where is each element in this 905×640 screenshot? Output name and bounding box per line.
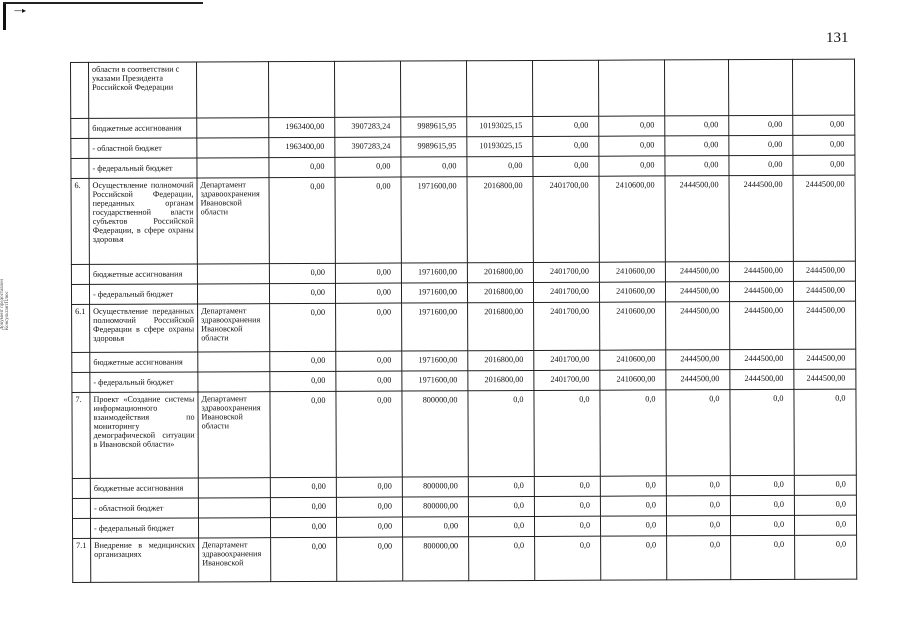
value-cell [598,60,664,116]
row-number [71,158,89,178]
value-cell: 0,0 [468,390,534,476]
value-cell: 0,00 [270,477,336,497]
row-description: Внедрение в медицинских организациях [91,538,199,582]
value-cell: 1963400,00 [269,137,335,157]
value-cell: 0,00 [533,116,599,136]
value-cell: 0,0 [534,390,600,476]
scan-top-edge [3,2,203,4]
row-number [72,372,90,392]
value-cell: 0,00 [729,115,793,135]
value-cell: 1971600,00 [401,283,467,303]
row-department: Департамент здравоохранения Ивановской [199,538,271,582]
value-cell: 2410600,00 [599,282,665,302]
value-cell: 0,00 [336,517,402,537]
value-cell: 0,00 [599,136,665,156]
value-cell: 2444500,00 [794,369,856,389]
value-cell: 0,0 [534,516,600,536]
value-cell: 2401700,00 [534,350,600,370]
value-cell: 2444500,00 [665,262,729,282]
value-cell: 0,0 [730,389,794,475]
value-cell: 0,00 [269,157,335,177]
value-cell: 0,0 [730,495,794,515]
value-cell: 0,0 [600,516,666,536]
value-cell: 0,0 [469,536,535,580]
value-cell: 0,0 [666,516,730,536]
value-cell: 0,0 [600,476,666,496]
value-cell: 10193025,15 [467,116,533,136]
table-row [72,301,856,352]
table-row [71,59,855,118]
value-cell: 0,0 [534,496,600,516]
value-cell: 2401700,00 [533,176,599,262]
row-description: - областной бюджет [89,138,197,158]
value-cell: 2444500,00 [793,175,855,261]
value-cell: 0,00 [729,135,793,155]
value-cell: 2444500,00 [665,176,729,262]
value-cell: 2444500,00 [666,302,730,350]
value-cell: 0,00 [270,391,336,477]
value-cell: 800000,00 [402,497,468,517]
value-cell: 2444500,00 [793,281,855,301]
row-description: Проект «Создание системы информационного взаимодействия по мониторингу демографической ситуации в Ивановской области» [90,392,198,478]
row-number: 7. [72,392,90,478]
value-cell: 0,0 [534,476,600,496]
value-cell: 2444500,00 [666,350,730,370]
value-cell: 0,00 [271,537,337,581]
value-cell: 2016800,00 [467,176,533,262]
value-cell: 0,0 [667,536,731,580]
table-row [72,389,856,478]
value-cell: 2410600,00 [600,370,666,390]
value-cell: 0,00 [270,497,336,517]
row-number [71,118,89,138]
value-cell: 2444500,00 [730,349,794,369]
value-cell: 2444500,00 [666,370,730,390]
value-cell: 0,00 [665,116,729,136]
value-cell: 2444500,00 [794,301,856,349]
value-cell: 3907283,24 [335,117,401,137]
value-cell: 0,0 [666,496,730,516]
value-cell: 0,00 [533,156,599,176]
value-cell: 0,0 [468,516,534,536]
value-cell: 10193025,15 [467,136,533,156]
value-cell: 0,0 [795,535,857,579]
row-department [197,158,269,178]
side-stamp: Документ предоставлен КонсультантПлюс [0,278,10,330]
value-cell: 2444500,00 [729,175,793,261]
row-department [198,498,270,518]
row-number [71,264,89,284]
value-cell: 2401700,00 [533,282,599,302]
value-cell: 2444500,00 [665,282,729,302]
value-cell: 1971600,00 [401,263,467,283]
value-cell: 0,0 [730,515,794,535]
value-cell: 0,0 [794,515,856,535]
value-cell: 0,00 [270,303,336,351]
value-cell: 0,00 [793,135,855,155]
value-cell: 0,0 [601,536,667,580]
value-cell: 800000,00 [403,537,469,581]
row-number [71,138,89,158]
value-cell [400,61,466,117]
value-cell: 0,0 [794,389,856,475]
value-cell: 0,00 [599,156,665,176]
row-description: бюджетные ассигнования [89,118,197,138]
row-number [72,478,90,498]
row-department: Департамент здравоохранения Ивановской области [198,392,270,478]
value-cell: 0,00 [402,517,468,537]
row-description: Осуществление переданных полномочий Российской Федерации в сфере охраны здоровья [90,304,198,352]
value-cell: 9989615,95 [401,117,467,137]
row-department [197,138,269,158]
page-number: 131 [826,30,849,46]
row-description: - федеральный бюджет [89,284,197,304]
value-cell: 0,00 [401,157,467,177]
value-cell: 2016800,00 [468,302,534,350]
value-cell: 0,00 [336,351,402,371]
value-cell: 9989615,95 [401,137,467,157]
value-cell: 0,0 [666,476,730,496]
row-description: - федеральный бюджет [90,518,198,538]
value-cell: 1971600,00 [402,303,468,351]
value-cell: 2444500,00 [794,349,856,369]
row-description: - областной бюджет [90,498,198,518]
value-cell: 2410600,00 [600,350,666,370]
value-cell: 0,00 [599,116,665,136]
value-cell: 2016800,00 [467,282,533,302]
value-cell: 0,0 [468,496,534,516]
row-department: Департамент здравоохранения Ивановской области [198,304,270,352]
value-cell: 0,0 [794,475,856,495]
value-cell: 0,00 [335,157,401,177]
value-cell: 1971600,00 [402,371,468,391]
value-cell: 2444500,00 [729,261,793,281]
value-cell: 0,00 [337,537,403,581]
value-cell: 2401700,00 [534,370,600,390]
value-cell [664,60,728,116]
value-cell: 0,0 [468,476,534,496]
row-number [72,518,90,538]
table-body [71,59,857,582]
value-cell [466,60,532,116]
row-number: 7.1 [73,538,91,582]
value-cell: 0,00 [336,477,402,497]
value-cell: 2401700,00 [533,262,599,282]
value-cell: 0,00 [269,263,335,283]
value-cell [728,59,792,115]
value-cell: 1971600,00 [402,351,468,371]
value-cell: 2410600,00 [600,302,666,350]
table-row [71,175,855,264]
row-number: 6. [71,178,89,264]
row-number [72,352,90,372]
value-cell: 2401700,00 [534,302,600,350]
value-cell: 0,00 [336,391,402,477]
value-cell: 0,0 [666,390,730,476]
row-number [72,498,90,518]
row-description: бюджетные ассигнования [89,264,197,284]
row-description: - федеральный бюджет [90,372,198,392]
row-description: - федеральный бюджет [89,158,197,178]
table-row [73,535,857,582]
row-number: 6.1 [72,304,90,352]
value-cell: 2410600,00 [599,176,665,262]
value-cell: 0,00 [269,283,335,303]
value-cell: 800000,00 [402,391,468,477]
value-cell: 0,00 [336,303,402,351]
value-cell [532,60,598,116]
row-department [197,118,269,138]
value-cell: 2410600,00 [599,262,665,282]
value-cell: 2444500,00 [729,281,793,301]
budget-table [70,59,857,583]
value-cell: 2016800,00 [468,370,534,390]
row-department: Департамент здравоохранения Ивановской области [197,178,269,264]
value-cell: 0,0 [794,495,856,515]
row-department [198,372,270,392]
value-cell: 2016800,00 [467,262,533,282]
value-cell: 0,0 [730,475,794,495]
value-cell: 0,00 [270,351,336,371]
value-cell: 0,0 [600,390,666,476]
scan-mark: —▸ [14,6,27,15]
value-cell: 2444500,00 [730,301,794,349]
value-cell: 0,00 [665,136,729,156]
value-cell: 0,00 [467,156,533,176]
value-cell: 2444500,00 [793,261,855,281]
value-cell [269,61,335,117]
value-cell [334,61,400,117]
row-department [198,518,270,538]
value-cell: 0,00 [270,371,336,391]
value-cell: 0,0 [535,536,601,580]
row-department [198,352,270,372]
value-cell: 0,00 [533,136,599,156]
value-cell: 0,00 [793,155,855,175]
row-description: области в соответствии с указами Президента Российской Федерации [89,62,197,118]
value-cell: 800000,00 [402,477,468,497]
row-department [197,264,269,284]
value-cell: 0,0 [600,496,666,516]
row-description: бюджетные ассигнования [90,352,198,372]
value-cell [792,59,854,115]
value-cell: 0,00 [729,155,793,175]
value-cell: 1971600,00 [401,177,467,263]
row-description: Осуществление полномочий Российской Федерации, переданных органам государственной власти субъектов Российской Федерации, в сфере охраны здоровья [89,178,197,264]
row-description: бюджетные ассигнования [90,478,198,498]
value-cell: 2444500,00 [730,369,794,389]
value-cell: 0,00 [335,283,401,303]
value-cell: 0,00 [269,177,335,263]
value-cell: 0,00 [793,115,855,135]
value-cell: 0,00 [336,371,402,391]
row-number [71,62,89,118]
value-cell: 0,00 [335,263,401,283]
row-department [198,478,270,498]
row-department [197,284,269,304]
value-cell: 2016800,00 [468,350,534,370]
value-cell: 1963400,00 [269,117,335,137]
value-cell: 0,00 [665,156,729,176]
row-number [71,284,89,304]
value-cell: 0,00 [270,517,336,537]
scan-corner-mark [3,2,6,30]
value-cell: 3907283,24 [335,137,401,157]
value-cell: 0,0 [731,535,795,579]
row-department [197,62,269,118]
value-cell: 0,00 [335,177,401,263]
value-cell: 0,00 [336,497,402,517]
